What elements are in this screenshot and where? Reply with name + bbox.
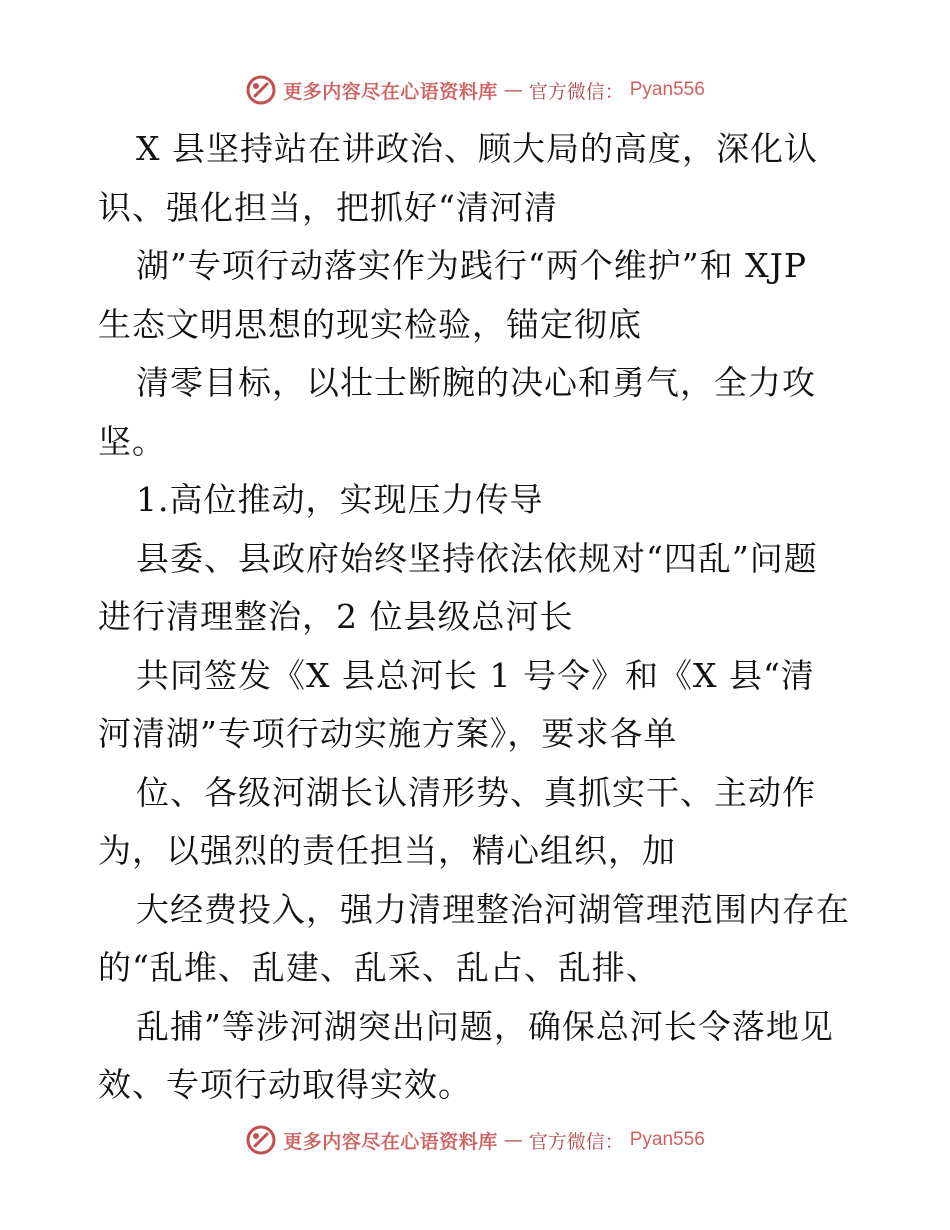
text-line: 为，以强烈的责任担当，精心组织，加	[98, 831, 676, 870]
section-heading: 1.高位推动，实现压力传导	[136, 480, 544, 519]
watermark-brand: 更多内容尽在心语资料库	[283, 80, 498, 103]
text-line: 进行清理整治，2 位县级总河长	[98, 597, 574, 636]
text-line: 的“乱堆、乱建、乱采、乱占、乱排、	[98, 948, 660, 987]
text-line: 位、各级河湖长认清形势、真抓实干、主动作	[136, 772, 816, 812]
header-watermark	[0, 70, 950, 110]
text-line: 湖”专项行动落实作为践行“两个维护”和 XJP	[136, 246, 808, 285]
text-line: 效、专项行动取得实效。	[98, 1065, 472, 1104]
text-line: 县委、县政府始终坚持依法依规对“四乱”问题	[136, 538, 818, 578]
document-body	[98, 120, 858, 1115]
text-line: 坚。	[98, 421, 166, 461]
watermark-label: 官方微信：	[528, 1130, 624, 1153]
watermark-brand: 更多内容尽在心语资料库	[283, 1130, 498, 1153]
text-line: X 县坚持站在讲政治、顾大局的高度，深化认	[136, 129, 818, 168]
watermark-separator: —	[503, 79, 523, 101]
text-line: 识、强化担当，把抓好“清河清	[98, 187, 558, 227]
text-line: 乱捕”等涉河湖突出问题，确保总河长令落地见	[136, 1006, 834, 1046]
watermark-id: Pyan556	[629, 79, 705, 100]
text-line: 清零目标，以壮士断腕的决心和勇气，全力攻	[136, 363, 816, 402]
text-line: 大经费投入，强力清理整治河湖管理范围内存在	[136, 889, 850, 929]
watermark-separator: —	[503, 1129, 523, 1151]
logo-icon	[245, 74, 277, 106]
text-line: 生态文明思想的现实检验，锚定彻底	[98, 304, 642, 344]
logo-icon	[245, 1124, 277, 1156]
text-line: 河清湖”专项行动实施方案》，要求各单	[98, 714, 678, 753]
text-line: 共同签发《X 县总河长 1 号令》和《X 县“清	[136, 655, 815, 695]
watermark-label: 官方微信：	[528, 80, 624, 103]
footer-watermark	[0, 1120, 950, 1160]
watermark-id: Pyan556	[629, 1129, 705, 1150]
